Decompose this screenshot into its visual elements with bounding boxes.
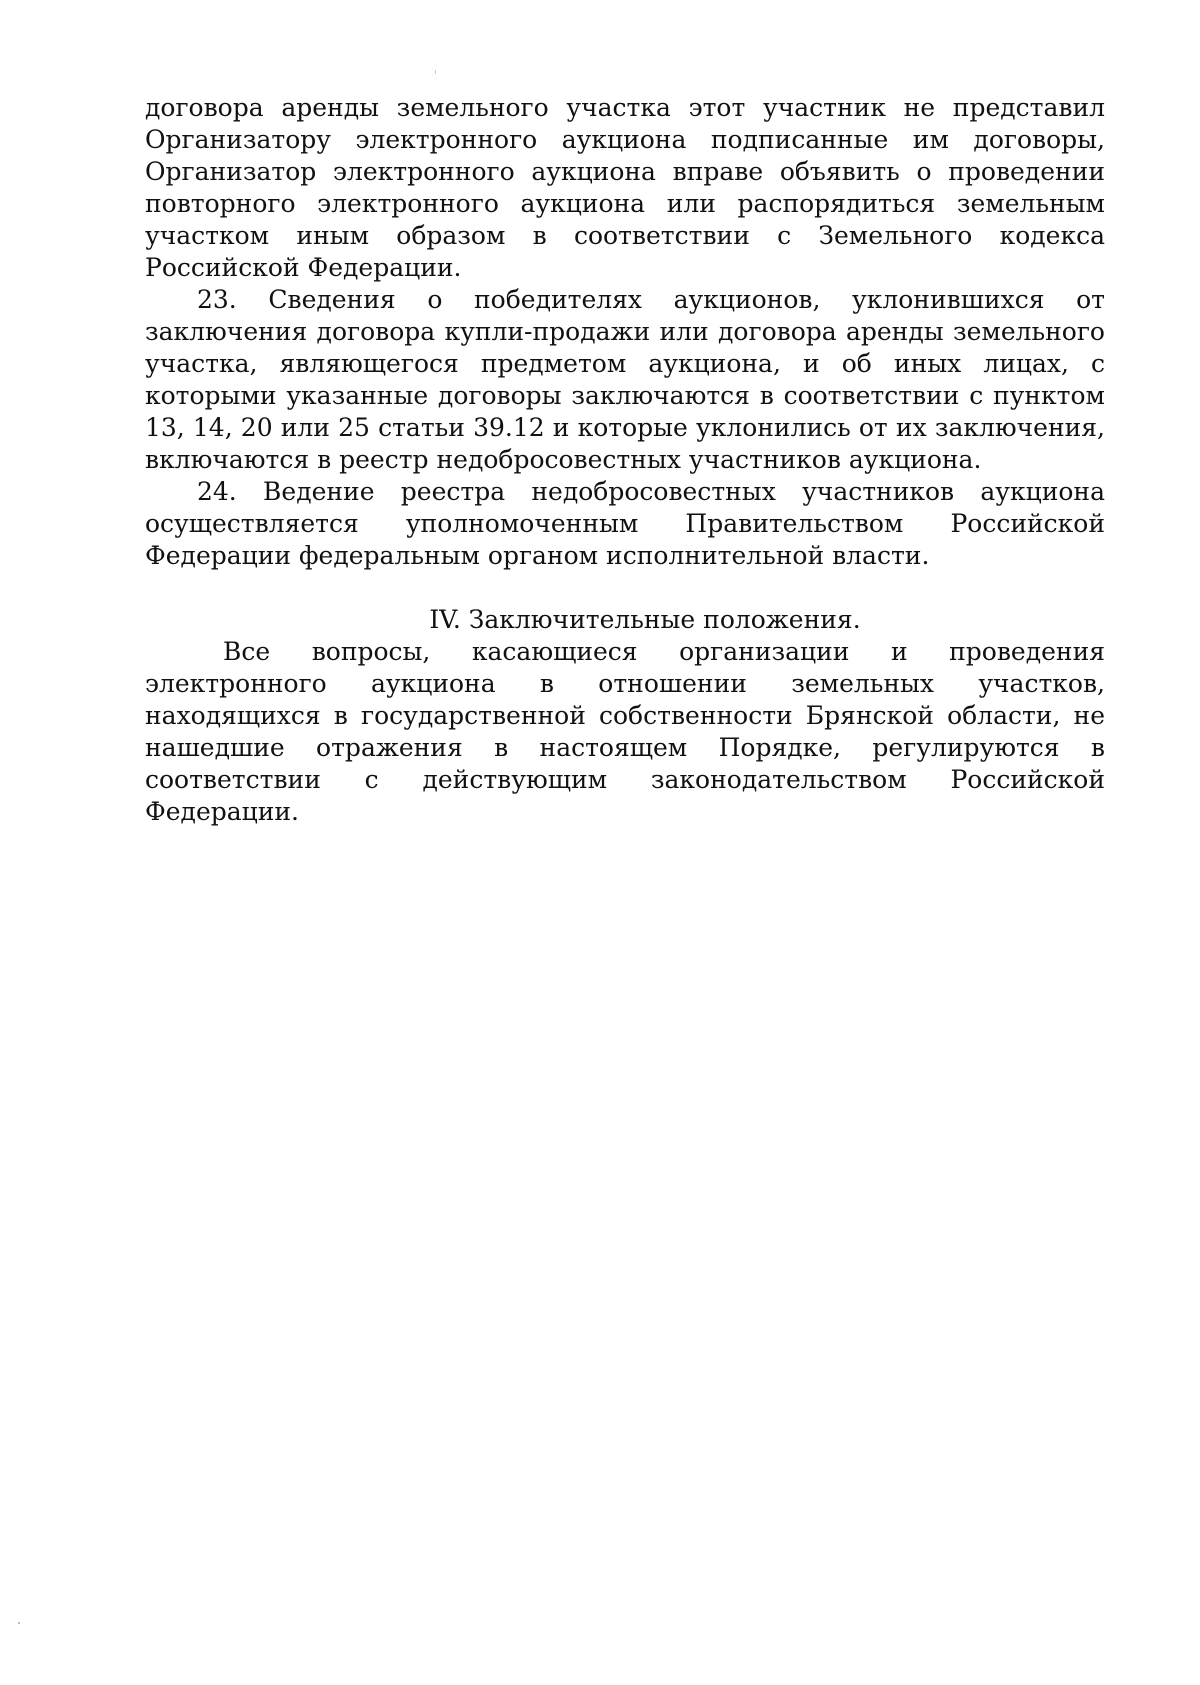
section-4-paragraph: Все вопросы, касающиеся организации и проведения электронного аукциона в отношении земельных участков, находящихся в государственной собственности Брянской области, не нашедшие отражения в настоящем Порядке, регулируются в соответствии с действующим законодательством Российской Федерации. <box>145 637 1105 826</box>
section-4-heading: IV. Заключительные положения. <box>429 605 861 634</box>
item-24-paragraph: 24. Ведение реестра недобросовестных участников аукциона осуществляется уполномоченным Правительством Российской Федерации федеральным органом исполнительной власти. <box>145 477 1105 570</box>
scan-mark <box>435 70 436 74</box>
intro-paragraph: договора аренды земельного участка этот участник не представил Организатору электронного аукциона подписанные им договоры, Организатор электронного аукциона вправе объявить о проведении повторного электронного аукциона или распорядиться земельным участком иным образом в соответствии с Земельного кодекса Российской Федерации. <box>145 93 1105 282</box>
document-body <box>145 92 1105 828</box>
item-23-paragraph: 23. Сведения о победителях аукционов, уклонившихся от заключения договора купли-продажи или договора аренды земельного участка, являющегося предметом аукциона, и об иных лицах, с которыми указанные договоры заключаются в соответствии с пунктом 13, 14, 20 или 25 статьи 39.12 и которые уклонились от их заключения, включаются в реестр недобросовестных участников аукциона. <box>145 285 1105 474</box>
scan-dot <box>18 1622 20 1624</box>
